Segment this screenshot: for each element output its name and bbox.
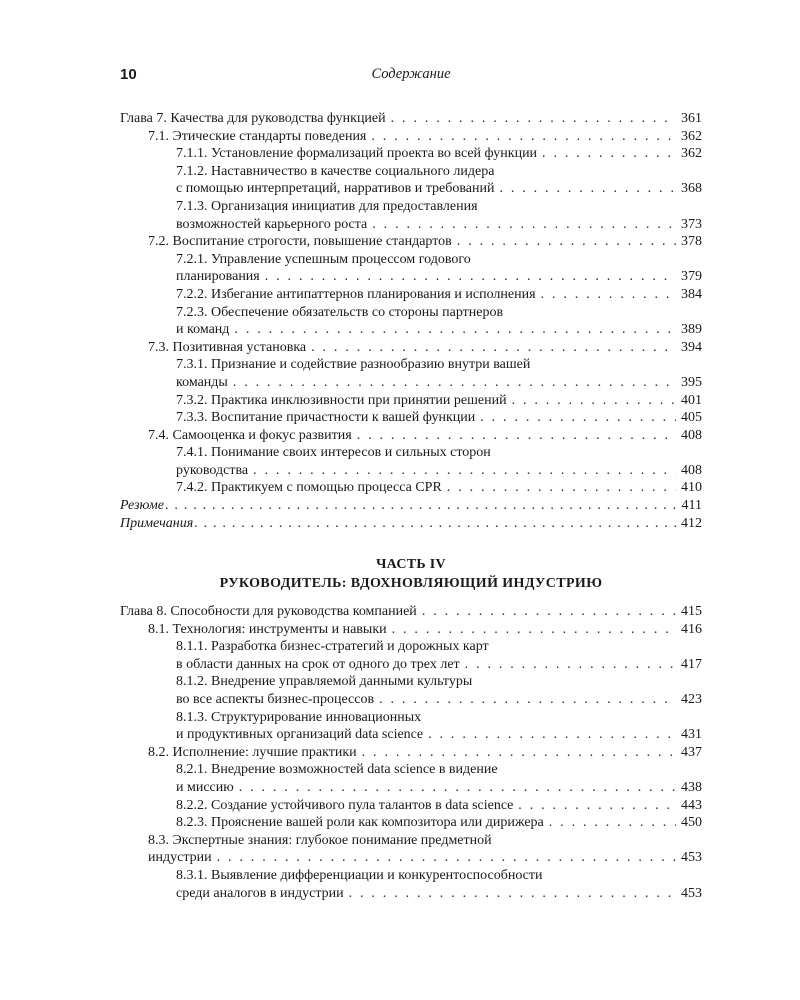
- toc-page-number: 410: [681, 480, 702, 496]
- toc-entry[interactable]: [120, 744, 702, 762]
- toc-entry-title-line: 8.1.3. Структурирование инновационных: [176, 709, 422, 725]
- toc-entry-title-line: 7.2.3. Обеспечение обязательств со стороны партнеров: [176, 304, 504, 320]
- toc-page-number: 395: [681, 374, 702, 390]
- dot-leader: [253, 462, 676, 480]
- toc-entry-title: 8.2.3. Прояснение вашей роли как композитора или дирижера: [176, 815, 544, 831]
- toc-entry[interactable]: [120, 638, 702, 673]
- toc-entry[interactable]: [120, 163, 702, 198]
- toc-entry-title-line: 7.4.1. Понимание своих интересов и сильных сторон: [176, 445, 491, 461]
- dot-leader: [372, 216, 676, 234]
- toc-entry-title: Примечания: [120, 515, 194, 531]
- toc-entry-title: и продуктивных организаций data science: [176, 727, 424, 743]
- toc-page-number: 416: [681, 621, 702, 637]
- toc-entry[interactable]: [120, 110, 702, 128]
- dot-leader: [457, 233, 676, 251]
- dot-leader: [392, 621, 676, 639]
- toc-page-number: 378: [681, 234, 702, 250]
- toc-page-number: 438: [681, 779, 702, 795]
- toc-entry[interactable]: [120, 814, 702, 832]
- toc-entry-title: планирования: [176, 269, 260, 285]
- toc-page-number: 437: [681, 744, 702, 760]
- toc-page-number: 373: [681, 216, 702, 232]
- toc-entry[interactable]: [120, 621, 702, 639]
- toc-page-number: 431: [681, 727, 702, 743]
- toc-entry-title: 7.4.2. Практикуем с помощью процесса CPR: [176, 480, 442, 496]
- dot-leader: [512, 392, 676, 410]
- toc-entry-title: и миссию: [176, 779, 234, 795]
- part-heading: [120, 556, 702, 593]
- toc-entry[interactable]: [120, 392, 702, 410]
- toc-entry[interactable]: [120, 339, 702, 357]
- toc-page-number: 423: [681, 691, 702, 707]
- dot-leader: [371, 128, 676, 146]
- toc-entry[interactable]: [120, 427, 702, 445]
- toc-entry[interactable]: [120, 867, 702, 902]
- toc-entry[interactable]: [120, 356, 702, 391]
- dot-leader: [422, 603, 676, 621]
- toc-page-number: 408: [681, 462, 702, 478]
- dot-leader: [542, 145, 676, 163]
- toc-entry-title-line: 8.1.2. Внедрение управляемой данными культуры: [176, 674, 473, 690]
- toc-entry-title: во все аспекты бизнес-процессов: [176, 691, 375, 707]
- toc-page-number: 408: [681, 427, 702, 443]
- toc-page-number: 401: [681, 392, 702, 408]
- dot-leader: [480, 409, 676, 427]
- part-label: ЧАСТЬ IV: [376, 557, 446, 572]
- toc-entry-title: 7.1.1. Установление формализаций проекта во всей функции: [176, 146, 538, 162]
- dot-leader: [194, 515, 680, 533]
- toc-entry-title: 7.3.3. Воспитание причастности к вашей функции: [176, 410, 476, 426]
- toc-entry-title: Глава 8. Способности для руководства компанией: [120, 604, 417, 619]
- table-of-contents-part4: [120, 603, 702, 902]
- toc-entry[interactable]: [120, 603, 702, 621]
- toc-entry[interactable]: [120, 673, 702, 708]
- dot-leader: [518, 797, 676, 815]
- toc-entry-title: 7.3. Позитивная установка: [148, 339, 307, 355]
- toc-page-number: 362: [681, 128, 702, 144]
- dot-leader: [549, 814, 676, 832]
- toc-entry[interactable]: [120, 251, 702, 286]
- toc-entry-title: Глава 7. Качества для руководства функцией: [120, 111, 386, 126]
- running-header: [120, 66, 702, 86]
- page-number: 10: [120, 66, 137, 83]
- toc-entry[interactable]: [120, 497, 702, 515]
- dot-leader: [362, 744, 676, 762]
- toc-entry-title-line: 7.3.1. Признание и содействие разнообразию внутри вашей: [176, 357, 531, 373]
- toc-entry-title: Резюме: [120, 498, 165, 514]
- toc-page-number: 450: [681, 815, 702, 831]
- toc-page-number: 411: [681, 498, 702, 514]
- toc-page-number: 412: [681, 515, 702, 531]
- toc-entry-title: руководства: [176, 462, 249, 478]
- dot-leader: [391, 110, 676, 128]
- dot-leader: [217, 849, 676, 867]
- toc-entry[interactable]: [120, 515, 702, 533]
- toc-entry-title: среди аналогов в индустрии: [176, 885, 344, 901]
- toc-page-number: 362: [681, 146, 702, 162]
- dot-leader: [239, 779, 676, 797]
- toc-entry-title-line: 7.1.3. Организация инициатив для предоставления: [176, 198, 478, 214]
- toc-entry[interactable]: [120, 761, 702, 796]
- toc-entry[interactable]: [120, 233, 702, 251]
- toc-page-number: 384: [681, 286, 702, 302]
- toc-entry-title-line: 7.1.2. Наставничество в качестве социального лидера: [176, 163, 495, 179]
- toc-entry[interactable]: [120, 286, 702, 304]
- toc-entry[interactable]: [120, 409, 702, 427]
- dot-leader: [234, 321, 676, 339]
- toc-entry[interactable]: [120, 444, 702, 479]
- toc-entry[interactable]: [120, 709, 702, 744]
- toc-entry-title-line: 8.2.1. Внедрение возможностей data science в видение: [176, 762, 498, 778]
- dot-leader: [165, 497, 680, 515]
- toc-page-number: 417: [681, 656, 702, 672]
- toc-entry-title: и команд: [176, 322, 230, 338]
- toc-entry-title: 8.2.2. Создание устойчивого пула талантов в data science: [176, 797, 514, 813]
- toc-page-number: 368: [681, 181, 702, 197]
- dot-leader: [447, 479, 676, 497]
- dot-leader: [499, 180, 676, 198]
- toc-entry-title: возможностей карьерного роста: [176, 216, 368, 232]
- toc-entry-title: 7.3.2. Практика инклюзивности при принятии решений: [176, 392, 507, 408]
- toc-entry-title: 7.2.2. Избегание антипаттернов планирования и исполнения: [176, 286, 536, 302]
- toc-entry[interactable]: [120, 797, 702, 815]
- running-title: Содержание: [371, 66, 451, 82]
- toc-entry-title: 7.2. Воспитание строгости, повышение стандартов: [148, 234, 452, 250]
- toc-entry[interactable]: [120, 304, 702, 339]
- toc-page-number: 453: [681, 850, 702, 866]
- dot-leader: [311, 339, 676, 357]
- toc-entry-title: 8.2. Исполнение: лучшие практики: [148, 744, 357, 760]
- toc-entry-title: 8.1. Технология: инструменты и навыки: [148, 621, 387, 637]
- dot-leader: [428, 726, 676, 744]
- toc-page-number: 405: [681, 410, 702, 426]
- toc-entry[interactable]: [120, 832, 702, 867]
- toc-entry[interactable]: [120, 479, 702, 497]
- dot-leader: [379, 691, 676, 709]
- toc-entry[interactable]: [120, 128, 702, 146]
- toc-page-number: 394: [681, 339, 702, 355]
- dot-leader: [357, 427, 676, 445]
- toc-page-number: 361: [681, 111, 702, 126]
- toc-entry-title: в области данных на срок от одного до трех лет: [176, 656, 460, 672]
- toc-page-number: 389: [681, 322, 702, 338]
- toc-page-number: 453: [681, 885, 702, 901]
- toc-page-number: 379: [681, 269, 702, 285]
- toc-entry[interactable]: [120, 198, 702, 233]
- toc-entry-title: команды: [176, 374, 228, 390]
- toc-entry-title-line: 8.3. Экспертные знания: глубокое понимание предметной: [148, 832, 492, 848]
- toc-entry-title: с помощью интерпретаций, нарративов и требований: [176, 181, 495, 197]
- toc-entry-title-line: 8.1.1. Разработка бизнес-стратегий и дорожных карт: [176, 639, 489, 655]
- toc-page-number: 415: [681, 604, 702, 619]
- toc-entry-title-line: 7.2.1. Управление успешным процессом годового: [176, 251, 471, 267]
- toc-page-number: 443: [681, 797, 702, 813]
- part-title: РУКОВОДИТЕЛЬ: ВДОХНОВЛЯЮЩИЙ ИНДУСТРИЮ: [219, 576, 603, 591]
- toc-entry-title: 7.4. Самооценка и фокус развития: [148, 427, 352, 443]
- table-of-contents-part3: [120, 110, 702, 532]
- dot-leader: [465, 656, 676, 674]
- dot-leader: [265, 268, 676, 286]
- toc-entry[interactable]: [120, 145, 702, 163]
- toc-entry-title: индустрии: [148, 850, 212, 866]
- toc-entry-title: 7.1. Этические стандарты поведения: [148, 128, 367, 144]
- dot-leader: [233, 374, 676, 392]
- dot-leader: [541, 286, 676, 304]
- toc-entry-title-line: 8.3.1. Выявление дифференциации и конкурентоспособности: [176, 867, 543, 883]
- dot-leader: [349, 885, 676, 903]
